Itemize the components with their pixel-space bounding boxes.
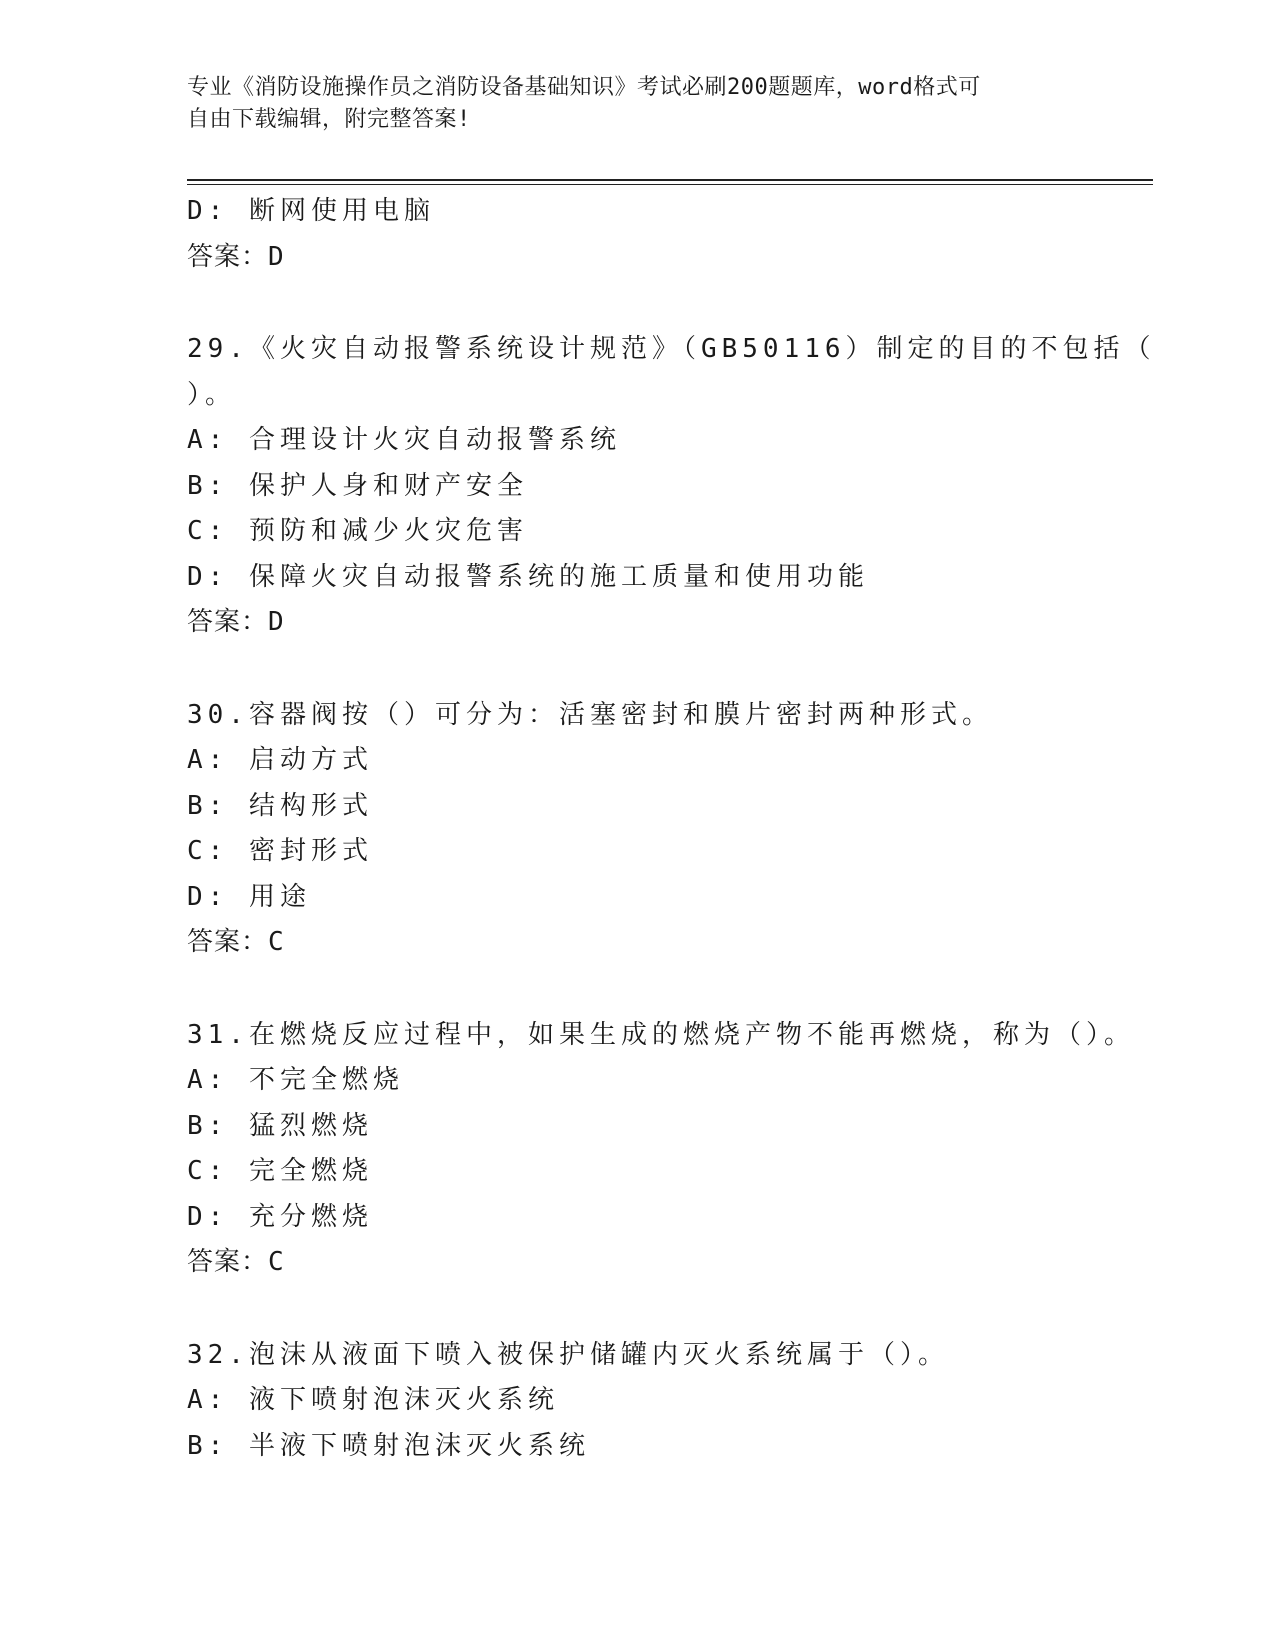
question-stem: 31.在燃烧反应过程中，如果生成的燃烧产物不能再燃烧，称为（）。 [187,1019,1135,1050]
answer-label: 答案： [187,607,269,637]
question-stem: 32.泡沫从液面下喷入被保护储罐内灭火系统属于（）。 [187,1339,949,1370]
option-b: B: 猛烈燃烧 [187,1110,373,1141]
answer-value: C [268,927,285,957]
option-b: B: 半液下喷射泡沫灭火系统 [187,1430,590,1461]
option-d: D: 断网使用电脑 [187,196,435,226]
answer-line [187,235,1067,281]
question-stem: 29.《火灾自动报警系统设计规范》（GB50116）制定的目的不包括（ [187,334,1156,364]
answer-value: D [268,241,285,272]
header-rule-thin [187,184,1153,185]
option-a: A: 液下喷射泡沫灭火系统 [187,1385,559,1415]
answer-line [187,600,1067,646]
option-d: D: 充分燃烧 [187,1201,373,1232]
answer-line [187,1240,1067,1286]
option-c: C: 完全燃烧 [187,1156,373,1186]
option-a: A: 启动方式 [187,745,373,775]
option-d: D: 保障火灾自动报警系统的施工质量和使用功能 [187,561,869,592]
answer-value: D [268,607,285,637]
option-b: B: 保护人身和财产安全 [187,470,528,501]
question-stem-continued: ）。 [187,379,237,410]
option-a: A: 不完全燃烧 [187,1065,404,1095]
answer-label: 答案： [187,241,269,272]
header-line-1: 专业《消防设施操作员之消防设备基础知识》考试必刷200题题库，word格式可 [187,75,981,100]
question-list [187,189,1156,1469]
option-b: B: 结构形式 [187,790,373,821]
option-a: A: 合理设计火灾自动报警系统 [187,425,621,455]
question-stem: 30.容器阀按（）可分为：活塞密封和膜片密封两种形式。 [187,699,993,730]
document-header [187,72,1067,136]
option-c: C: 密封形式 [187,836,373,866]
answer-label: 答案： [187,1247,269,1277]
answer-value: C [268,1247,285,1277]
answer-label: 答案： [187,927,269,957]
answer-line [187,920,1067,966]
header-rule-thick [187,179,1153,181]
option-d: D: 用途 [187,881,311,912]
option-c: C: 预防和减少火灾危害 [187,516,528,546]
header-line-2: 自由下载编辑，附完整答案! [187,107,471,132]
